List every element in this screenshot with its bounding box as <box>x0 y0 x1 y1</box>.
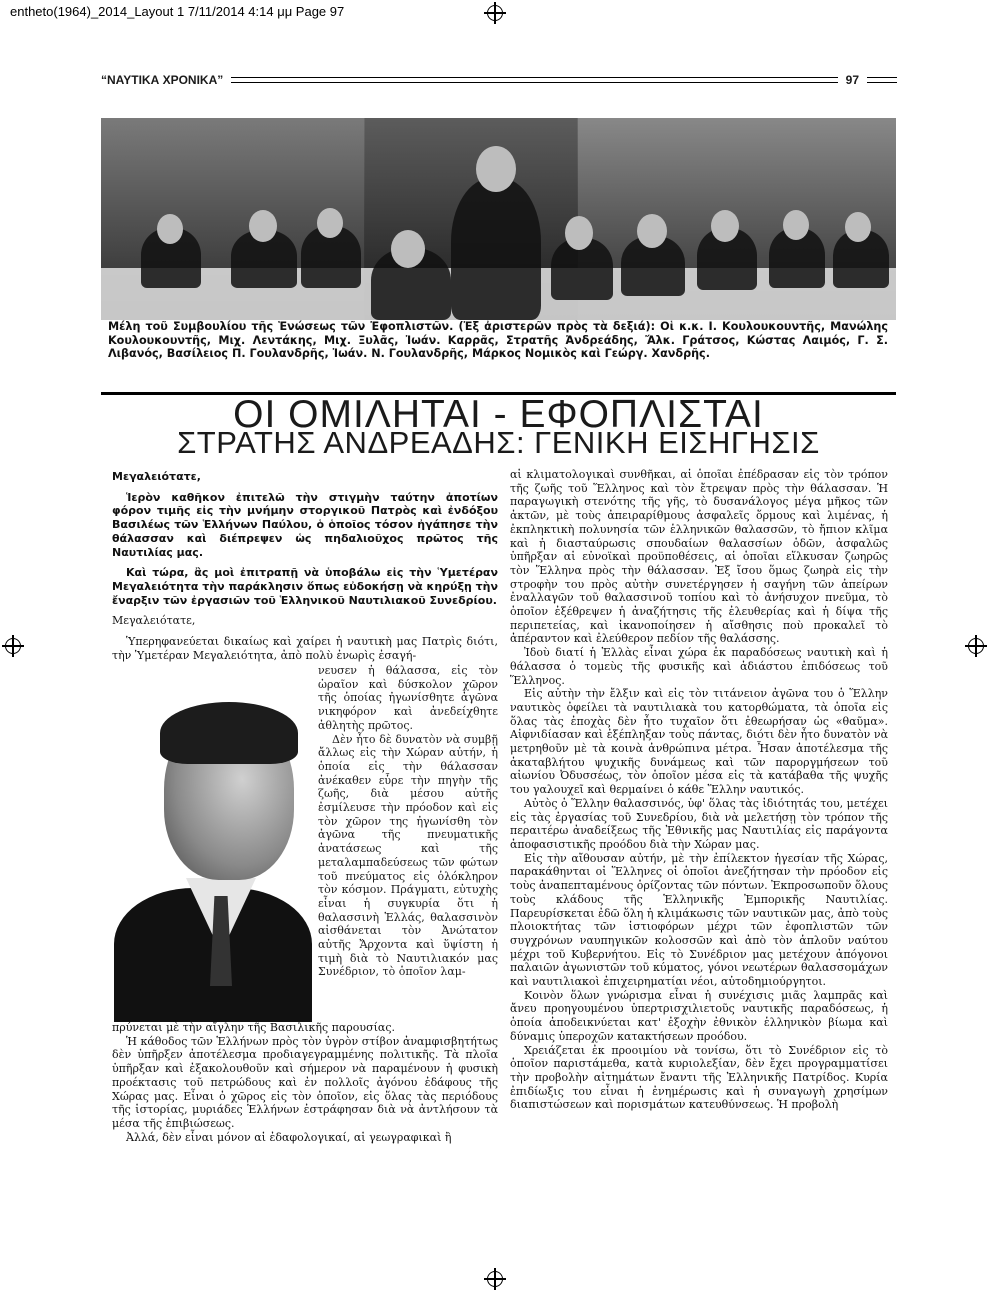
caption-text: Μέλη τοῦ Συμβουλίου τῆς Ἑνώσεως τῶν Ἐφοπλιστῶν. (Ἐξ ἀριστερῶν πρὸς τὰ δεξιά): Οἱ κ.κ. Ι. Κουλουκουντῆς, Μανώλης Κουλουκουντῆς, Μιχ. Λεντάκης, Μιχ. Ξυλᾶς, Ἰωάν. Καρρᾶς, Στρατῆς Ἀνδρεάδης, Ἄλκ. Γράτσος, Κώστας Λαιμός, Γ. Σ. Λιβανός, Βασίλειος Π. Γουλανδρῆς, Ἰωάν. Ν. Γουλανδρῆς, Μάρκος Νομικὸς καὶ Γεώργ. Χανδρῆς. <box>108 320 888 361</box>
bottom-paragraph: Ἡ κάθοδος τῶν Ἑλλήνων πρὸς τὸν ὑγρὸν στίβον ἀναμφισβητήτως δὲν ὑπῆρξεν ἀποτέλεσμα προδιαγεγραμμένης πολιτικῆς. Τὰ πλοῖα ὑπῆρξαν καὶ ἐξακολουθοῦν καὶ σήμερον νὰ παραμένουν ἡ φυσικὴ προέκτασις τοῦ πετρώδους καὶ ἐν πολλοῖς ἀγόνου ἐδάφους τῆς Χώρας μας. Εἶναι ὁ χῶρος εἰς τὸν ὁποῖον, εἰς ὅλας τὰς περιόδους τῆς ἱστορίας, μυριάδες Ἑλλήνων ἐστράφησαν διὰ νὰ ἀντλήσουν τὰ μέσα τῆς ἐπιβιώσεως. <box>112 1034 498 1130</box>
speaker-head <box>476 146 516 192</box>
page-number: 97 <box>845 73 859 87</box>
print-slug: entheto(1964)_2014_Layout 1 7/11/2014 4:14 μμ Page 97 <box>10 4 345 19</box>
registration-mark-top <box>484 2 506 24</box>
registration-mark-right <box>965 635 987 657</box>
portrait-photo <box>114 682 312 1022</box>
right-paragraph: Εἰς τὴν αἴθουσαν αὐτήν, μὲ τὴν ἐπίλεκτον ἡγεσίαν τῆς Χώρας, παρακάθηνται οἱ Ἕλληνες οἱ ὁποῖοι ἀνεζήτησαν τὴν πρόοδον εἰς τοὺς ἀναπεπταμένους ὁρίζοντας τῶν πόντων. Ἐκπροσωποῦν ὅλους τοὺς κλάδους τῆς Ἑλληνικῆς Ἐμπορικῆς Ναυτιλίας. Παρευρίσκεται ἐδῶ ὅλη ἡ κλιμάκωσις τῶν ναυτικῶν μας, ἀπὸ τοὺς πλοιοκτήτας τῶν ἱστιοφόρων μέχρι τῶν ἐφοπλιστῶν τῶν συγχρόνων ναυπηγικῶν κολοσσῶν καὶ ἀπὸ τὸν ἁπλοῦν ναύτου μέχρι τοῦ Κυβερνήτου. Εἰς τὸ Συνέδριον μας μετέχουν ἀπόγονοι παλαιῶν ἀγωνιστῶν τοῦ κύματος, γόνοι νεωτέρων θαλασσομάχων καὶ ναυτιλιακοὶ ἐπιχειρηματίαι νέοι, αὐτοδημιούργητοι. <box>510 851 888 989</box>
photo-caption <box>108 320 888 361</box>
seated-head <box>249 210 277 242</box>
wrap-paragraph: Δὲν ἦτο δὲ δυνατὸν νὰ συμβῇ ἄλλως εἰς τὴν Χώραν αὐτήν, ἡ ὁποία εἰς τὴν θάλασσαν ἀνέκαθεν εὗρε τὴν πηγὴν τῆς ζωῆς, διὰ μέσου αὐτῆς ἐσμίλευσε τὴν πρόοδον καὶ εἰς τὸν χῶρον της ἠγωνίσθη τὸν ἀγῶνα τῆς πνευματικῆς ἀνατάσεως καὶ τῆς μεταλαμπαδεύσεως τῶν φώτων τοῦ πνεύματος εἰς ὁλόκληρον τὸν κόσμον. Πράγματι, εὐτυχὴς εἶναι ἡ συγκυρία ὅτι ἡ θαλασσινὴ Ἑλλάς, θαλασσινὸν αἰσθάνεται τὸν Ἀνώτατον αὐτῆς Ἄρχοντα καὶ ὕψίστη ἡ τιμὴ διὰ τὸ Ναυτιλιακόν μας Συνέδριον, τὸ ὁποῖον λαμ- <box>318 732 498 979</box>
seated-head <box>565 216 593 250</box>
right-paragraph: Ἰδοὺ διατί ἡ Ἑλλὰς εἶναι χώρα ἐκ παραδόσεως ναυτικὴ καὶ ἡ θάλασσα ὁ τομεὺς τῆς φυσικῆς καὶ ἀδιάστου ἐπιδόσεως τοῦ Ἕλληνος. <box>510 646 888 687</box>
registration-mark-bottom <box>484 1268 506 1290</box>
seated-head <box>317 208 343 238</box>
salutation: Μεγαλειότατε, <box>112 470 201 483</box>
salutation: Μεγαλειότατε, <box>112 614 196 628</box>
portrait-hair <box>160 702 298 764</box>
group-photo-strip <box>101 118 896 320</box>
right-paragraph: Εἰς αὐτὴν τὴν ἔλξιν καὶ εἰς τὸν τιτάνειον ἀγῶνα του ὁ Ἕλλην ναυτικὸς ὀφείλει τὰ ναυτιλιακὰ του κατορθώματα, τὰ ὁποῖα εἰς ὅλας τὰς ἐποχὰς δὲν ἦτο τυχαῖον ὅτι ἐθεωρήσαν ὡς «θαῦμα». Αἰφνιδίασαν καὶ ἐξέπληξαν τοὺς πάντας, διότι δὲν ἦτο δυνατὸν νὰ μετρηθοῦν μὲ τὰ κοινὰ ἀνθρώπινα μέτρα. Ἦσαν ἀποτέλεσμα τῆς ἀκαταβλήτου ψυχικῆς δυνάμεως καὶ τῶν παροργμήσεων τοῦ αἰωνίου Ὀδυσσέως, τὸν ὁποῖον μέσα εἰς τὰ κατάβαθα τῆς ψυχῆς του γαλουχεῖ καὶ θερμαίνει ὁ κάθε Ἕλλην ναυτικός. <box>510 687 888 797</box>
left-paragraph: Καὶ τώρα, ἂς μοὶ ἐπιτραπῇ νὰ ὑποβάλω εἰς τὴν Ὑμετέραν Μεγαλειότητα τὴν παράκλησιν ὅπως εὐδοκήσῃ νὰ κηρύξῃ τὴν ἔναρξιν τῶν ἐργασιῶν τοῦ Ἑλληνικοῦ Ναυτιλιακοῦ Συνεδρίου. <box>112 566 498 607</box>
right-column <box>510 468 888 1112</box>
wrap-column <box>318 664 498 979</box>
seated-head <box>783 210 809 240</box>
seated-head <box>845 212 871 242</box>
left-column <box>112 470 498 662</box>
right-paragraph: αἱ κλιματολογικαὶ συνθῆκαι, αἱ ὁποῖαι ἐπέδρασαν εἰς τὸν τρόπον τῆς ζωῆς τοῦ Ἕλληνος καὶ τὸν ἔτρεψαν πρὸς τὴν θάλασσαν. Ἡ παραγωγικὴ στενότης τῆς γῆς, τὸ δυσανάλογος μέγα μῆκος τῶν ἀκτῶν, μὲ τοὺς ἀπειραρίθμους ἀσφαλεῖς ὅρμους καὶ λιμένας, ἡ ἐκπληκτικὴ πολυνησία τῶν ἑλληνικῶν θαλασσῶν, τὸ ἤπιον κλῖμα καὶ ἡ διασταύρωσις σπουδαίων θαλασσίων ὁδῶν, ἀσφαλῶς ὑπῆρξαν αἱ εὐνοϊκαὶ προϋποθέσεις, αἱ ὁποῖαι εἵλκυσαν ζωηρῶς τὸν Ἕλληνα πρὸς τὴν θάλασσαν. Ἐξ ἴσου ὅμως ζωηρὰ εἰς τὴν στροφὴν του πρὸς αὐτὴν συνετέργησεν ἡ σαγήνη τῶν ἀπείρων ἐναλλαγῶν τοῦ θαλασσινοῦ τοπίου καὶ τὸ ἀνήσυχον πνεῦμα, τὸ ὁποῖον ἐξέθρεψεν ἡ ἀναζήτησις τῆς ἐλευθερίας καὶ ἡ δίψα τῆς περιπετείας, καὶ ἱκανοποίησεν ἡ αἴσθησις ποὺ προκαλεῖ τὸ ἀπέραντον καὶ ἐλεύθερον πεδίον τῆς θαλάσσης. <box>510 468 888 646</box>
running-header <box>101 72 897 88</box>
left-paragraph: Ἱερὸν καθῆκον ἐπιτελῶ τὴν στιγμὴν ταύτην ἀποτίων φόρον τιμῆς εἰς τὴν μνήμην στοργικοῦ Πατρὸς καὶ ἐνδόξου Βασιλέως τῶν Ἑλλήνων Παύλου, ὁ ὁποῖος τόσον ἠγάπησε τὴν θάλασσαν καὶ διέπρεψεν ὡς πηδαλιοῦχος πρῶτος τῆς Ναυτιλίας μας. <box>112 490 498 559</box>
right-paragraph: Κοινὸν ὅλων γνώρισμα εἶναι ἡ συνέχισις μιᾶς λαμπρᾶς καὶ ἄνευ προηγουμένου ὑπερτρισχιλιετοῦς ναυτικῆς παραδόσεως, ἡ ὁποία ἀποδεικνύεται κατ' ἐξοχὴν ἐθνικὸν ἑλληνικὸν βίωμα καὶ δύναμις ὑπεροχῶν κατακτήσεων προόδου. <box>510 988 888 1043</box>
seated-head <box>391 230 425 268</box>
bottom-column <box>112 1021 498 1144</box>
bottom-paragraph: Ἀλλά, δὲν εἶναι μόνον αἱ ἐδαφολογικαί, αἱ γεωγραφικαὶ ἢ <box>126 1130 452 1144</box>
article-title: ΟΙ ΟΜΙΛΗΤΑΙ - ΕΦΟΠΛΙΣΤΑΙ <box>233 393 764 436</box>
seated-head <box>157 214 183 244</box>
header-rule-end <box>867 77 897 83</box>
seated-head <box>637 214 667 248</box>
speaker-figure <box>451 178 541 320</box>
article-subtitle: ΣΤΡΑΤΗΣ ΑΝΔΡΕΑΔΗΣ: ΓΕΝΙΚΗ ΕΙΣΗΓΗΣΙΣ <box>177 425 820 460</box>
bottom-paragraph: πρύνεται μὲ τὴν αἴγλην τῆς Βασιλικῆς παρουσίας. <box>112 1021 395 1034</box>
right-paragraph: Αὐτὸς ὁ Ἕλλην θαλασσινός, ὑφ' ὅλας τὰς ἰδιότητάς του, μετέχει εἰς τὰς ἐργασίας τοῦ Συνεδρίου, διὰ νὰ μελετήσῃ τὸν τρόπον τῆς περαιτέρω ἀναδείξεως τῆς Ἐθνικῆς μας Ναυτιλίας εἰς παράγοντα ἀποφασιστικῆς προόδου διὰ τὴν Χώραν μας. <box>510 796 888 851</box>
seated-head <box>711 210 739 242</box>
header-title: “ΝΑΥΤΙΚΑ ΧΡΟΝΙΚΑ” <box>101 73 224 87</box>
header-rule <box>231 77 837 83</box>
wrap-paragraph: νευσεν ἡ θάλασσα, εἰς τὸν ὡραῖον καὶ δύσκολον χῶρον τῆς ὁποίας ἠγωνίσθητε ἀγῶνα νικηφόρον καὶ ἀνεδείχθητε ἀθλητὴς πρῶτος. <box>318 664 498 732</box>
registration-mark-left <box>2 635 24 657</box>
left-paragraph: Ὑπερηφανεύεται δικαίως καὶ χαίρει ἡ ναυτικὴ μας Πατρὶς διότι, τὴν Ὑμετέραν Μεγαλειότητα, ἀπὸ πολὺ ἐνωρὶς ἐσαγή- <box>112 635 498 662</box>
right-paragraph: Χρειάζεται ἐκ προοιμίου νὰ τονίσω, ὅτι τὸ Συνέδριον εἰς τὸ ὁποῖον παριστάμεθα, κατὰ κυριολεξίαν, δὲν ἔχει προγραμματίσει τὴν προβολὴν αἰτημάτων ἔναντι τῆς Ἑλληνικῆς Πατρίδος. Κυρία ἐπιδίωξις του εἶναι ἡ ἐνημέρωσις καὶ ἡ συναγωγὴ χρησίμων διαπιστώσεων καὶ πορισμάτων κατευθύνσεως. Ἡ προβολὴ <box>510 1043 888 1112</box>
